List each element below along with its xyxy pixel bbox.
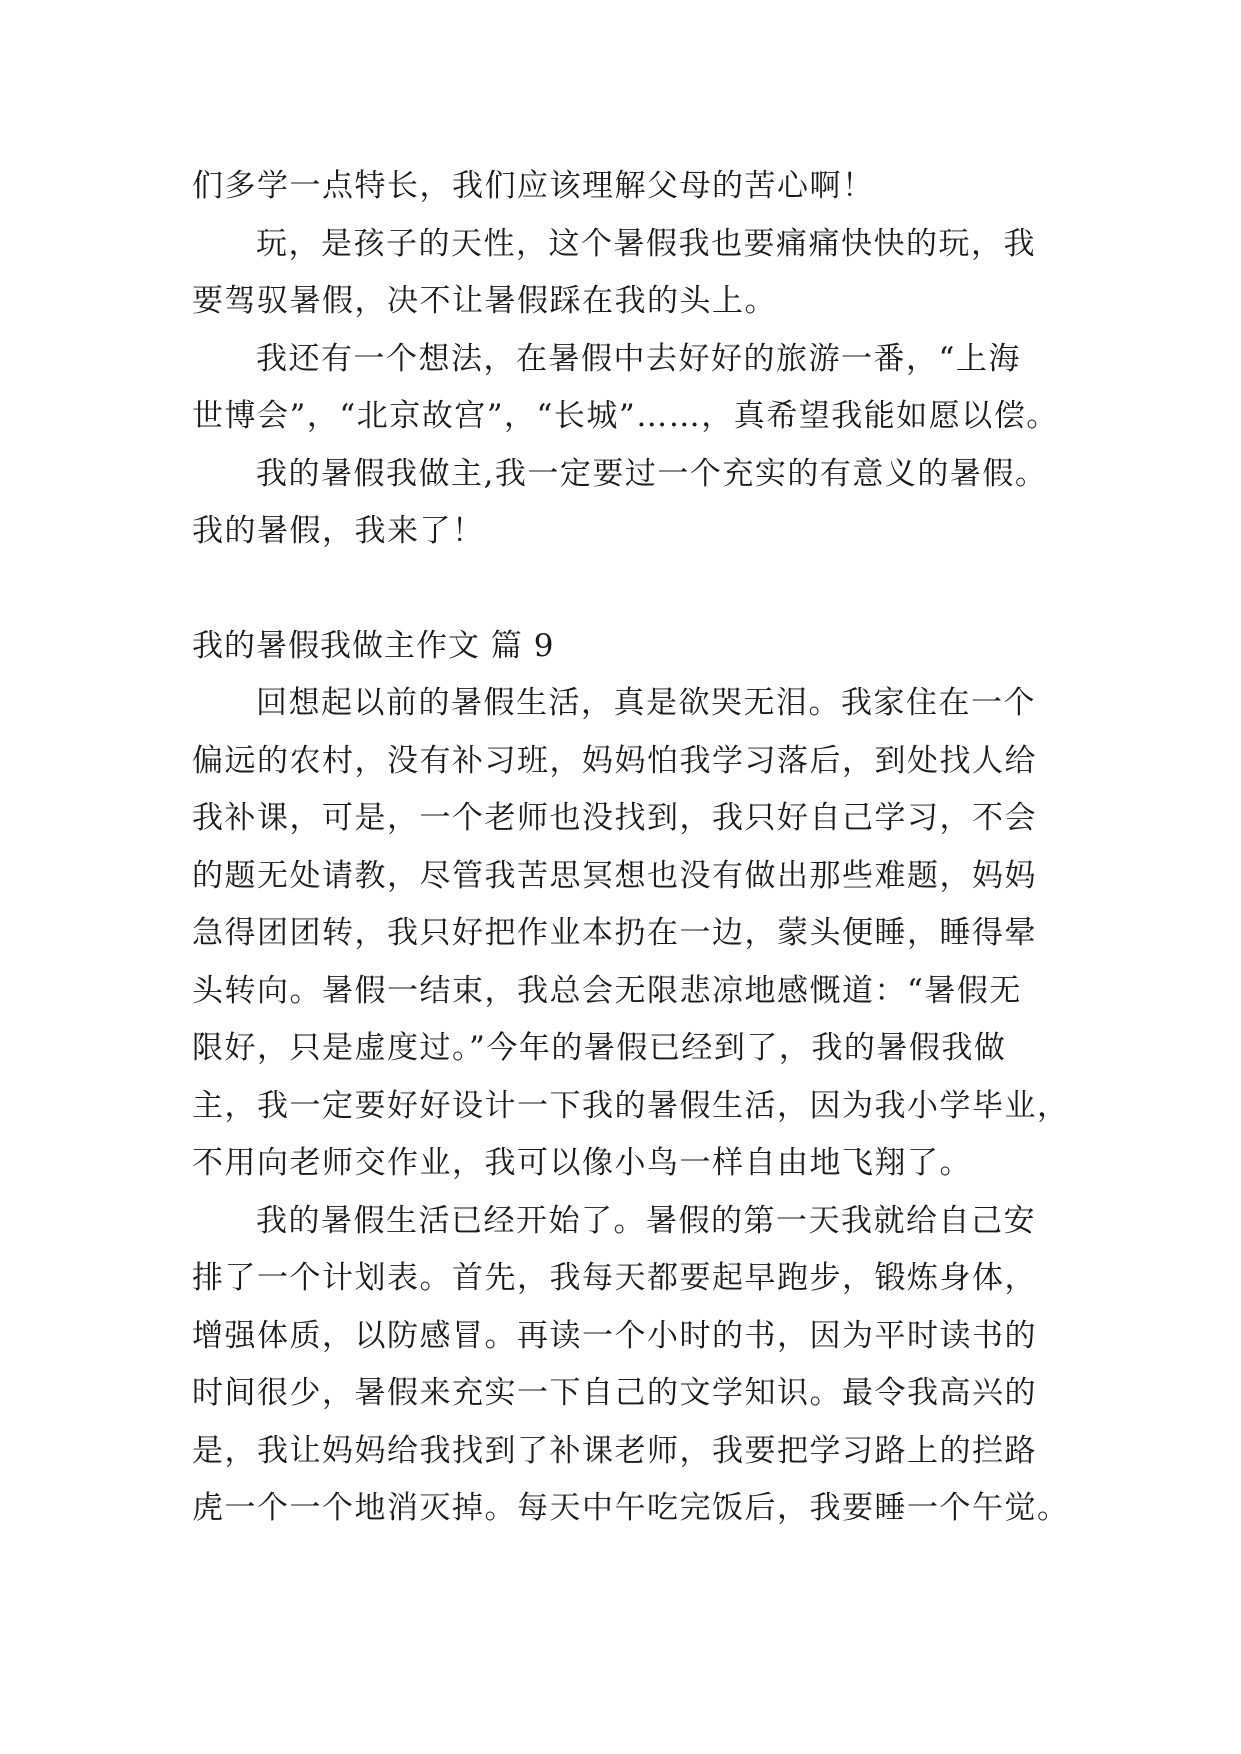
text-line: 我的暑假生活已经开始了。暑假的第一天我就给自己安 [256,1202,1036,1239]
text-line: 头转向。暑假一结束，我总会无限悲凉地感慨道：“暑假无 [192,972,1022,1009]
section-heading: 我的暑假我做主作文 篇 9 [192,627,555,664]
document-page [192,158,1070,1538]
text-line: 虎一个一个地消灭掉。每天中午吃完饭后，我要睡一个午觉。 [192,1490,1070,1526]
previous-section-body [192,158,1059,561]
text-line: 我还有一个想法，在暑假中去好好的旅游一番，“上海 [256,340,1021,377]
text-line: 急得团团转，我只好把作业本扔在一边，蒙头便睡，睡得晕 [192,915,1037,951]
paragraph [192,1193,1070,1538]
text-line: 回想起以前的暑假生活，真是欲哭无泪。我家住在一个 [256,685,1036,721]
section-body [192,675,1070,1538]
text-line: 不用向老师交作业，我可以像小鸟一样自由地飞翔了。 [192,1145,972,1181]
text-line: 们多学一点特长，我们应该理解父母的苦心啊！ [192,168,875,204]
text-line: 世博会”，“北京故宫”，“长城”……，真希望我能如愿以偿。 [192,398,1059,434]
paragraph [192,675,1070,1193]
paragraph [192,446,1052,561]
text-line: 增强体质，以防感冒。再读一个小时的书，因为平时读书的 [192,1317,1037,1354]
paragraph [192,158,1052,216]
text-line: 主，我一定要好好设计一下我的暑假生活，因为我小学毕业， [192,1087,1070,1124]
section-gap [192,561,1052,618]
text-line: 时间很少，暑假来充实一下自己的文学知识。最令我高兴的 [192,1375,1037,1411]
text-line: 玩，是孩子的天性，这个暑假我也要痛痛快快的玩，我 [256,225,1036,262]
text-line: 的题无处请教，尽管我苦思冥想也没有做出那些难题，妈妈 [192,857,1037,894]
text-line: 排了一个计划表。首先，我每天都要起早跑步，锻炼身体， [192,1260,1037,1296]
text-line: 我的暑假我做主,我一定要过一个充实的有意义的暑假。 [256,455,1048,492]
text-line: 我补课，可是，一个老师也没找到，我只好自己学习，不会 [192,800,1037,836]
text-line: 我的暑假，我来了！ [192,513,485,549]
text-line: 偏远的农村，没有补习班，妈妈怕我学习落后，到处找人给 [192,742,1037,779]
text-line: 要驾驭暑假，决不让暑假踩在我的头上。 [192,283,777,319]
text-line: 限好，只是虚度过。”今年的暑假已经到了，我的暑假我做 [192,1030,1007,1066]
paragraph [192,331,1059,446]
text-line: 是，我让妈妈给我找到了补课老师，我要把学习路上的拦路 [192,1432,1037,1469]
paragraph [192,216,1052,331]
